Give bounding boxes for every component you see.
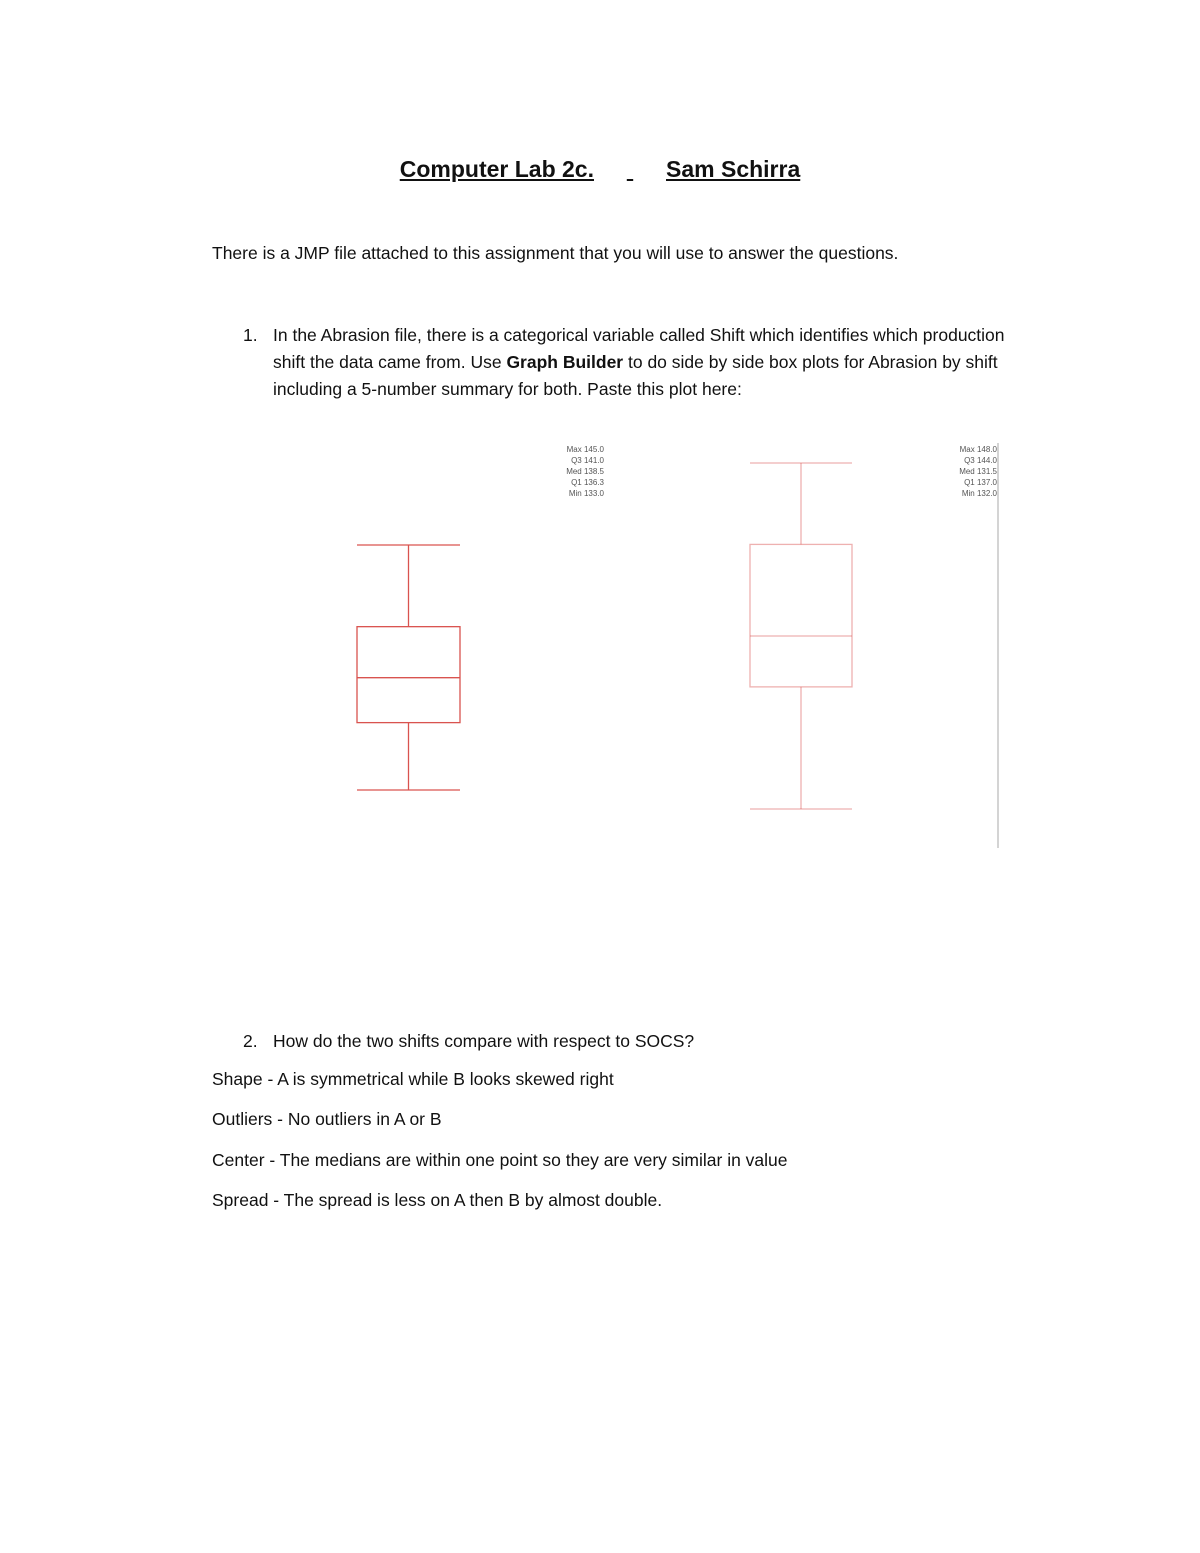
- question-text-part: In the Abrasion file, there is a categorical variable called Shift which identifies which production shift the data came from. Use: [273, 325, 1005, 372]
- title-right: Sam Schirra: [666, 156, 801, 182]
- summary-label: Q1 136.3: [571, 478, 604, 487]
- summary-label: Max 145.0: [566, 445, 604, 454]
- answer-center: Center - The medians are within one point so they are very similar in value: [212, 1150, 788, 1170]
- answer-spread: Spread - The spread is less on A then B by almost double.: [212, 1190, 663, 1210]
- intro-text: There is a JMP file attached to this assignment that you will use to answer the questions.: [212, 243, 899, 263]
- title-left: Computer Lab 2c.: [399, 156, 594, 182]
- summary-label: Q3 141.0: [571, 456, 604, 465]
- summary-label: Q3 144.0: [964, 456, 997, 465]
- question-text-part: to do side by side box plots for Abrasion by shift including a 5-number summary for both. Paste this plot here:: [273, 352, 998, 399]
- summary-label: Max 148.0: [959, 445, 997, 454]
- question-bold-term: Graph Builder: [506, 352, 624, 372]
- question-number: 2.: [243, 1031, 258, 1051]
- answer-shape: Shape - A is symmetrical while B looks skewed right: [212, 1069, 614, 1089]
- summary-label: Med 131.5: [959, 467, 997, 476]
- box-plot-shift-a: [357, 445, 605, 790]
- answer-outliers: Outliers - No outliers in A or B: [212, 1109, 442, 1129]
- question-2: [243, 1028, 1013, 1056]
- summary-label: Min 132.0: [961, 489, 997, 498]
- question-number: 1.: [243, 325, 258, 345]
- summary-label: Med 138.5: [566, 467, 604, 476]
- question-text: How do the two shifts compare with respect to SOCS?: [273, 1031, 695, 1051]
- summary-label: Min 133.0: [568, 489, 604, 498]
- iqr-box: [357, 627, 460, 723]
- summary-label: Q1 137.0: [964, 478, 997, 487]
- box-plot-shift-b: [750, 445, 998, 809]
- iqr-box: [750, 544, 852, 686]
